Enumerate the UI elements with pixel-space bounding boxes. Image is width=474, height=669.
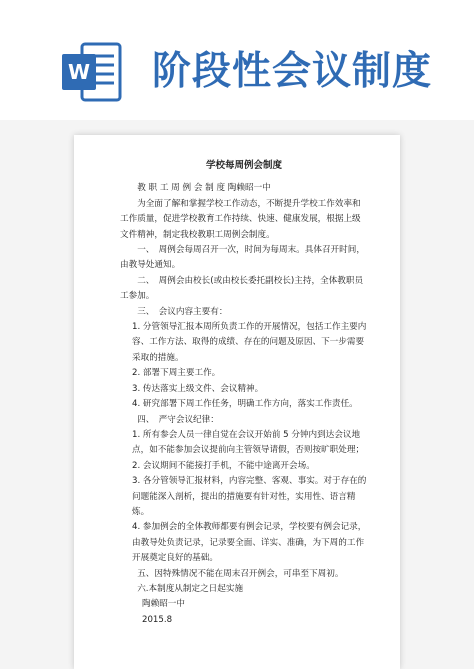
list-item: 4. 参加例会的全体教师都要有例会记录，学校要有例会记录，由教导处负责记录，记录要全面、详实、准确，为下周的工作开展奠定良好的基础。 <box>132 522 367 564</box>
list-item: 4. 研究部署下周工作任务，明确工作方向，落实工作责任。 <box>132 399 358 410</box>
list-item: 2. 会议期间不能接打手机，不能中途离开会场。 <box>132 460 315 471</box>
list-item: 3. 各分管领导汇报材料，内容完整、客观、事实。对于存在的问题能深入剖析，提出的措施要有针对性，实用性、语言精炼。 <box>132 476 367 517</box>
paragraph-section-3: 三、 会议内容主要有： <box>137 306 228 317</box>
paragraph-section-1: 一、 周例会每周召开一次，时间为每周末。具体召开时间，由教导处通知。 <box>120 245 365 271</box>
paragraph-section-4: 四、 严守会议纪律： <box>137 414 219 425</box>
document-body <box>120 158 368 628</box>
list-item: 1. 所有参会人员一律自觉在会议开始前 5 分钟内到达会议地点，如不能参加会议提前向主管领导请假，否则按旷职处理； <box>132 429 365 456</box>
paragraph-intro: 为全面了解和掌握学校工作动态，不断提升学校工作效率和工作质量，促进学校教育工作持续、快速、健康发展，根据上级文件精神，制定我校教职工周例会制度。 <box>120 198 361 240</box>
word-document-icon <box>60 40 124 104</box>
paragraph-section-6: 六.本制度从制定之日起实施 <box>137 583 244 594</box>
list-item: 1. 分管领导汇报本周所负责工作的开展情况，包括工作主要内容、工作方法、取得的成绩、存在的问题及原因、下一步需要采取的措施。 <box>132 322 367 363</box>
paragraph-section-2: 二、 周例会由校长(或由校长委托副校长)主持，全体教职员工参加。 <box>120 275 364 302</box>
header-banner <box>0 0 474 120</box>
document-date: 2015.8 <box>142 614 173 625</box>
list-item: 3. 传达落实上级文件、会议精神。 <box>132 383 264 394</box>
paragraph-section-5: 五、因特殊情况不能在周末召开例会，可串至下周初。 <box>137 568 344 579</box>
document-title: 学校每周例会制度 <box>205 160 282 171</box>
signature: 陶赖昭一中 <box>142 599 185 610</box>
word-icon-letter: W <box>67 60 91 84</box>
page-title: 阶段性会议制度 <box>152 49 433 94</box>
list-item: 2. 部署下周主要工作。 <box>132 368 221 379</box>
document-subtitle: 教 职 工 周 例 会 制 度 陶赖昭一中 <box>137 183 271 194</box>
